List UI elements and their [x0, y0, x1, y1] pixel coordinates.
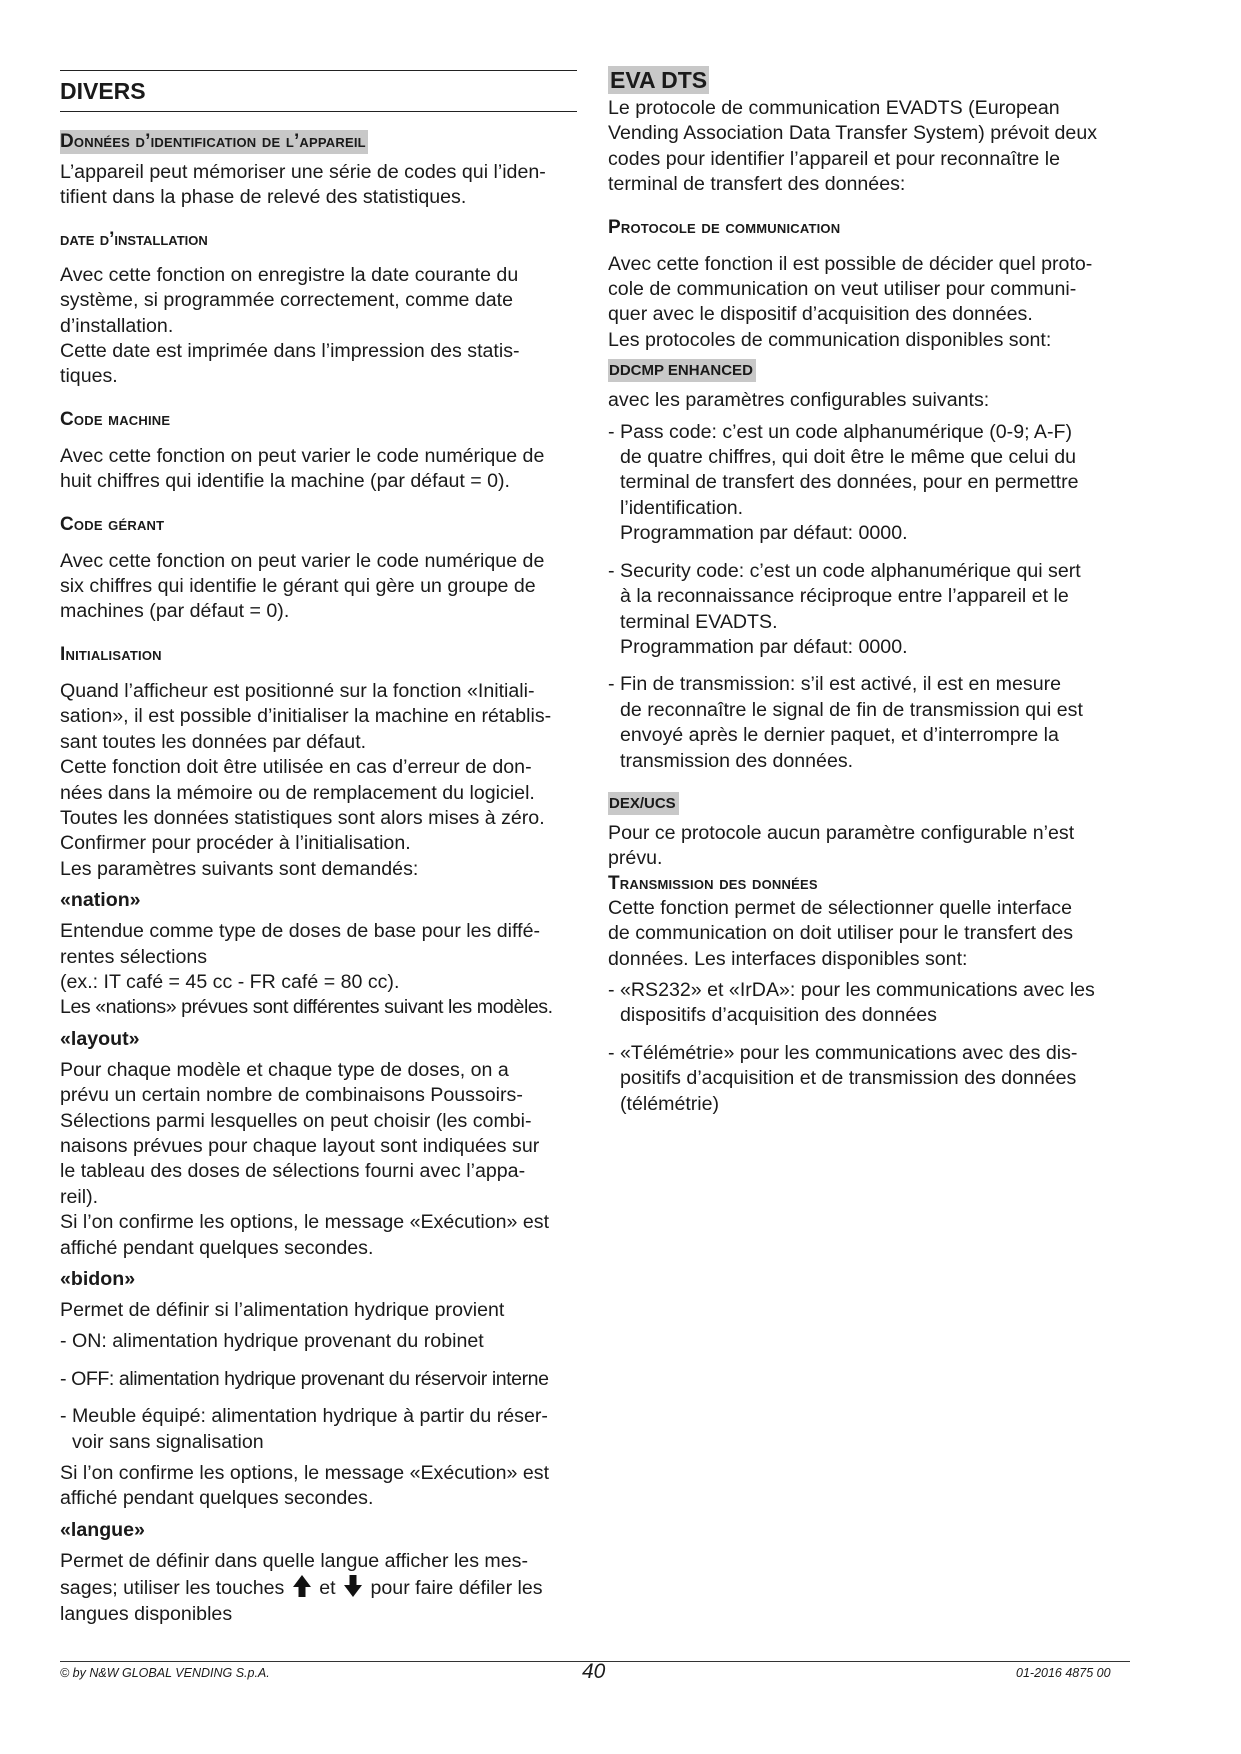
page-number: 40 — [582, 1660, 606, 1683]
ddcmp-text: avec les paramètres configurables suivants: - Pass code: c’est un code alphanumérique (0-9; A-F) de quatre chiffres, qui doit être le même que celui du terminal de transfert des données, pour en permettre l’identification. Programmation par défaut: 0000. - Security code: c’est un code alphanumérique qui sert à la reconnaissance réciproque entre l’appareil et le terminal EVADTS. Programmation par défaut: 0000. - Fin de transmission: s’il est activé, il est en mesure de reconnaître le signal de fin de transmission qui est envoyé après le dernier paquet, et d’interrompre la transmission des données. — [608, 388, 1128, 774]
arrow-down-icon — [343, 1574, 363, 1598]
right-column — [608, 66, 1128, 1117]
footer-copyright: © by N&W GLOBAL VENDING S.p.A. — [60, 1666, 270, 1680]
list-item: - «RS232» et «IrDA»: pour les communications avec les dispositifs d’acquisition des données — [608, 978, 1095, 1027]
footer-doc-code: 01-2016 4875 00 — [1016, 1666, 1111, 1680]
eva-intro: Le protocole de communication EVADTS (European Vending Association Data Transfer System) prévoit deux codes pour identifier l’appareil et pour reconnaître le terminal de transfert des données: — [608, 97, 1098, 196]
section-rule-top — [60, 70, 577, 71]
dexucs-text: Pour ce protocole aucun paramètre configurable n’est prévu. — [608, 821, 1075, 870]
list-item: - Meuble équipé: alimentation hydrique à partir du réser- voir sans signalisation — [60, 1405, 548, 1453]
heading-identification: Données d’identification de l’appareil — [60, 131, 366, 152]
heading-ddcmp-enhanced: DDCMP ENHANCED — [608, 359, 756, 382]
section-title-divers: DIVERS — [60, 78, 146, 104]
arrow-up-icon — [292, 1574, 312, 1598]
left-column — [60, 70, 577, 1627]
option-langue-label: «langue» — [60, 1518, 145, 1541]
option-bidon-text: Permet de définir si l’alimentation hydrique provient - ON: alimentation hydrique provenant du robinet - OFF: alimentation hydrique provenant du réservoir interne - Meuble équipé: alimentation hydrique à partir du réser- voir sans signalisation Si l’on confirme les options, le message «Exécution» est affiché pendant quelques secondes. — [60, 1298, 577, 1512]
list-item: - «Télémétrie» pour les communications avec des dis- positifs d’acquisition et de transmission des données (télémétrie) — [608, 1041, 1078, 1115]
heading-transmission: Transmission des données — [608, 872, 818, 894]
heading-date-installation: date d’installation — [60, 228, 208, 250]
code-gerant-text: Avec cette fonction on peut varier le code numérique de six chiffres qui identifie le gérant qui gère un groupe de machines (par défaut = 0). — [60, 549, 545, 623]
heading-initialisation: Initialisation — [60, 643, 162, 665]
option-layout-label: «layout» — [60, 1027, 140, 1050]
option-langue-text: Permet de définir dans quelle langue afficher les mes- sages; utiliser les touches et pour faire défiler les langues disponibles — [60, 1549, 543, 1625]
option-nation-label: «nation» — [60, 889, 141, 912]
heading-code-gerant: Code gérant — [60, 513, 165, 535]
list-item: - Fin de transmission: s’il est activé, il est en mesure de reconnaître le signal de fin de transmission qui est envoyé après le dernier paquet, et d’interrompre la transmission des données. — [608, 673, 1083, 772]
heading-dex-ucs: DEX/UCS — [608, 792, 679, 815]
list-item: - Pass code: c’est un code alphanumérique (0-9; A-F) de quatre chiffres, qui doit être le même que celui du terminal de transfert des données, pour en permettre l’identification. Programmation par défaut: 0000. — [608, 420, 1079, 545]
intro-paragraph: L’appareil peut mémoriser une série de codes qui l’iden- tifient dans la phase de relevé des statistiques. — [60, 161, 546, 209]
option-nation-text: Entendue comme type de doses de base pour les diffé- rentes sélections (ex.: IT café = 45 cc - FR café = 80 cc). Les «nations» prévues sont différentes suivant les modèles. — [60, 920, 553, 1019]
heading-code-machine: Code machine — [60, 408, 171, 430]
option-layout-text: Pour chaque modèle et chaque type de doses, on a prévu un certain nombre de combinaisons Poussoirs- Sélections parmi lesquelles on peut choisir (les combi- naisons prévues pour chaque layout sont indiquées sur le tableau des doses de sélections fourni avec l’appa- reil). Si l’on confirme les options, le message «Exécution» est affiché pendant quelques secondes. — [60, 1058, 550, 1259]
date-installation-text: Avec cette fonction on enregistre la date courante du système, si programmée correctement, comme date d’installation. Cette date est imprimée dans l’impression des statis- tiques. — [60, 263, 520, 388]
list-item: - ON: alimentation hydrique provenant du robinet — [60, 1330, 484, 1353]
initialisation-text: Quand l’afficheur est positionné sur la fonction «Initiali- sation», il est possible d’initialiser la machine en rétablis- sant toutes les données par défaut. Cette fonction doit être utilisée en cas d’erreur de don- nées dans la mémoire ou de remplacement du logiciel. Toutes les données statistiques sont alors mises à zéro. Confirmer pour procéder à l’initialisation. Les paramètres suivants sont demandés: — [60, 679, 552, 880]
option-bidon-label: «bidon» — [60, 1268, 136, 1290]
protocole-text: Avec cette fonction il est possible de décider quel proto- cole de communication on veut utiliser pour communi- quer avec le dispositif d’acquisition des données. Les protocoles de communication disponibles sont: — [608, 252, 1093, 351]
list-item: - OFF: alimentation hydrique provenant du réservoir interne — [60, 1367, 549, 1390]
section-title-eva-dts: EVA DTS — [610, 67, 708, 93]
transmission-text: Cette fonction permet de sélectionner quelle interface de communication on doit utiliser pour le transfert des données. Les interfaces disponibles sont: - «RS232» et «IrDA»: pour les communications avec les dispositifs d’acquisition des données - «Télémétrie» pour les communications avec des dis- positifs d’acquisition et de transmission des données (télémétrie) — [608, 896, 1128, 1117]
heading-protocole: Protocole de communication — [608, 216, 841, 238]
section-rule-bottom — [60, 111, 577, 112]
code-machine-text: Avec cette fonction on peut varier le code numérique de huit chiffres qui identifie la machine (par défaut = 0). — [60, 444, 545, 493]
list-item: - Security code: c’est un code alphanumérique qui sert à la reconnaissance réciproque entre l’appareil et le terminal EVADTS. Programmation par défaut: 0000. — [608, 559, 1081, 658]
